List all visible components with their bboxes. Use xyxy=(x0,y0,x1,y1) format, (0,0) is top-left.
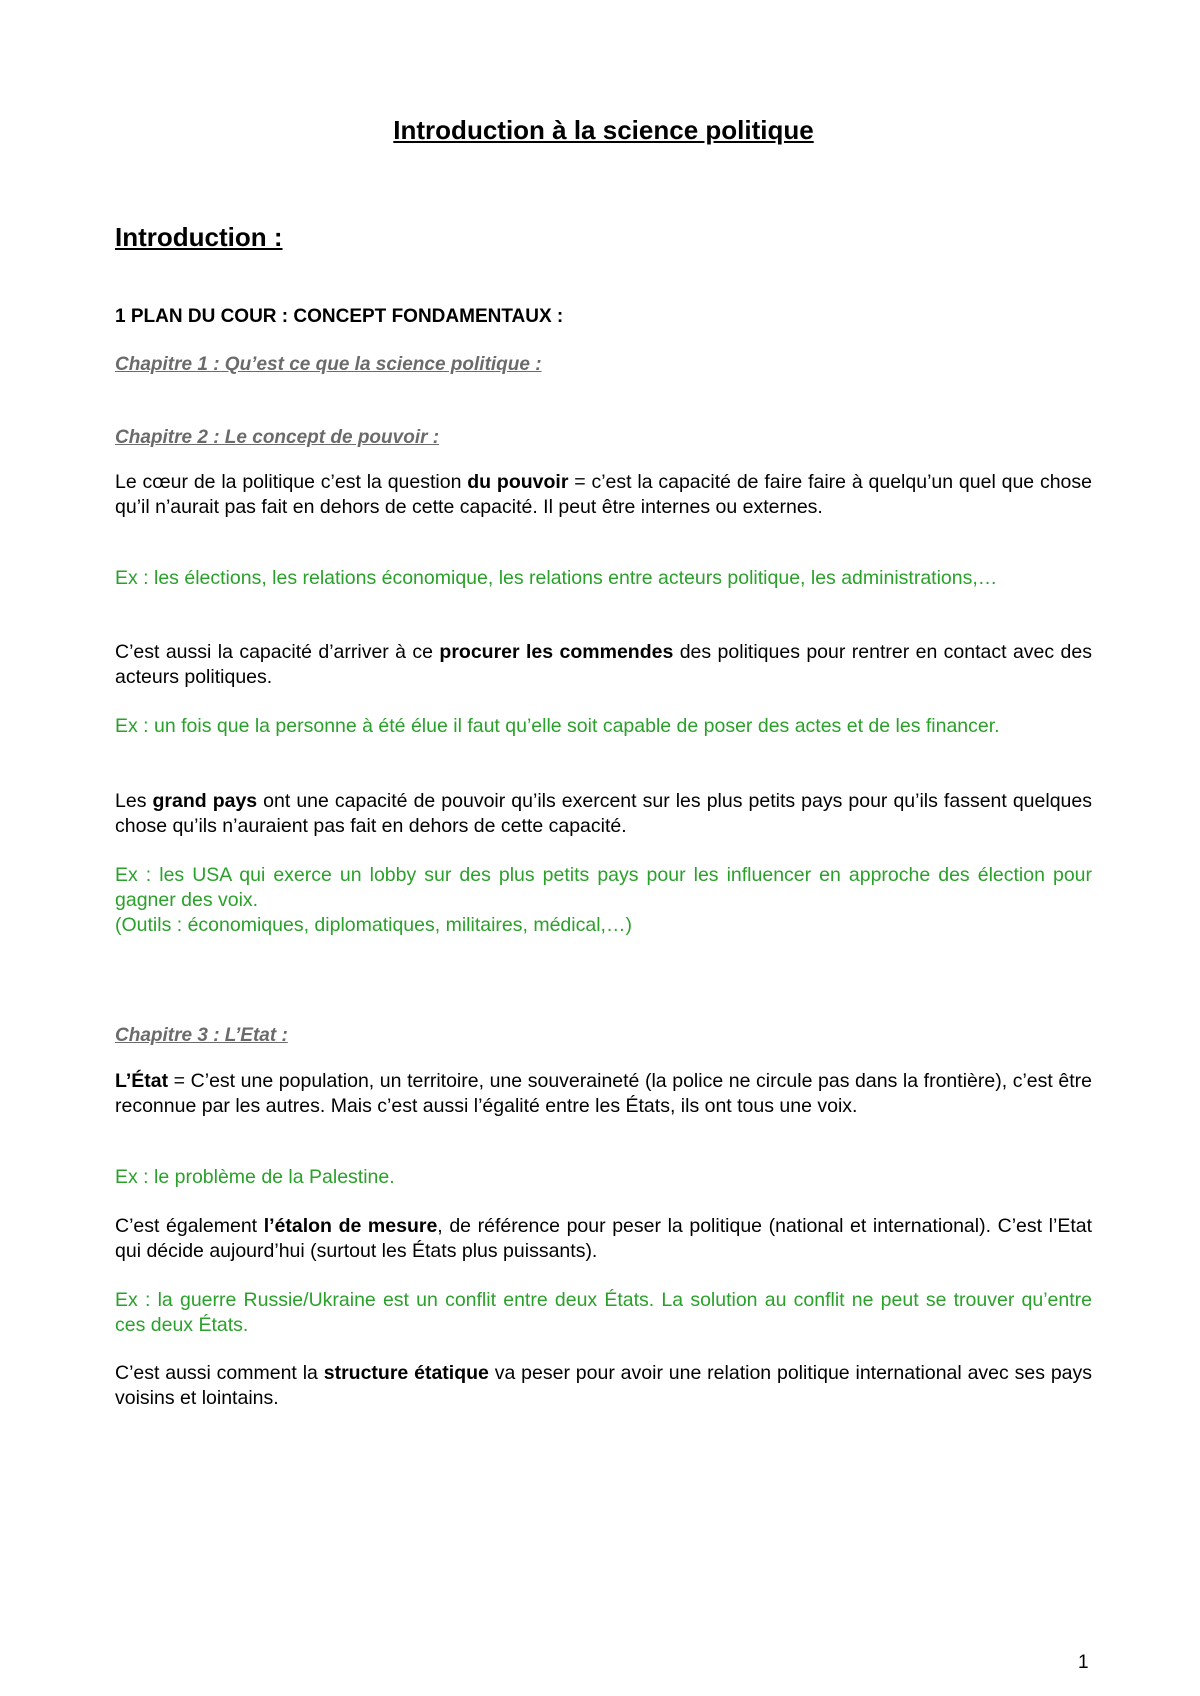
chapter-2-example-3: Ex : les USA qui exerce un lobby sur des plus petits pays pour les influencer en approche des élection pour gagner des voix. xyxy=(115,864,1092,911)
text-run: Le cœur de la politique c’est la question xyxy=(115,471,468,493)
chapter-2-paragraph-3 xyxy=(115,789,1092,839)
bold-term: structure étatique xyxy=(323,1362,489,1384)
text-run: va peser pour avoir une relation politique international avec ses pays voisins et lointains. xyxy=(115,1362,1093,1409)
text-run: , de référence pour peser la politique (national et international). C’est l’Etat qui décide aujourd’hui (surtout les États plus puissants). xyxy=(115,1215,1093,1262)
chapter-2-paragraph-2 xyxy=(115,640,1092,690)
bold-term: grand pays xyxy=(152,790,258,812)
bold-term: du pouvoir xyxy=(467,471,569,493)
text-run: C’est aussi comment la xyxy=(115,1362,324,1384)
text-run: C’est également xyxy=(115,1215,264,1237)
text-run: C’est aussi la capacité d’arriver à ce xyxy=(115,641,440,663)
introduction-heading: Introduction : xyxy=(115,222,283,252)
plan-heading: 1 PLAN DU COUR : CONCEPT FONDAMENTAUX : xyxy=(115,306,564,327)
text-run: Les xyxy=(115,790,153,812)
text-run: ont une capacité de pouvoir qu’ils exercent sur les plus petits pays pour qu’ils fassent quelques chose qu’ils n’auraient pas fait en dehors de cette capacité. xyxy=(115,790,1092,837)
chapter-3-paragraph-2 xyxy=(115,1214,1092,1264)
chapter-1-heading: Chapitre 1 : Qu’est ce que la science politique : xyxy=(115,354,542,375)
chapter-3-paragraph-3 xyxy=(115,1361,1092,1411)
bold-term: L’État xyxy=(115,1070,169,1092)
text-run: = C’est une population, un territoire, une souveraineté (la police ne circule pas dans la frontière), c’est être reconnue par les autres. Mais c’est aussi l’égalité entre les États, ils ont tous une voix. xyxy=(115,1070,1092,1117)
chapter-2-heading: Chapitre 2 : Le concept de pouvoir : xyxy=(115,427,440,448)
bold-term: l’étalon de mesure xyxy=(263,1215,438,1237)
chapter-2-example-3-tools: (Outils : économiques, diplomatiques, militaires, médical,…) xyxy=(115,914,632,936)
text-run: = c’est la capacité de faire faire à quelqu’un quel que chose qu’il n’aurait pas fait en dehors de cette capacité. Il peut être internes ou externes. xyxy=(115,471,1092,518)
page-number: 1 xyxy=(1078,1652,1089,1673)
document-page xyxy=(115,0,1092,1696)
chapter-3-heading: Chapitre 3 : L’Etat : xyxy=(115,1025,288,1046)
bold-term: procurer les commendes xyxy=(439,641,674,663)
chapter-3-example-1: Ex : le problème de la Palestine. xyxy=(115,1166,395,1188)
chapter-2-example-2: Ex : un fois que la personne à été élue il faut qu’elle soit capable de poser des actes et de les financer. xyxy=(115,715,1000,737)
document-title: Introduction à la science politique xyxy=(393,115,814,145)
chapter-2-example-1: Ex : les élections, les relations économique, les relations entre acteurs politique, les administrations,… xyxy=(115,567,998,589)
chapter-2-paragraph-1 xyxy=(115,470,1092,520)
text-run: des politiques pour rentrer en contact avec des acteurs politiques. xyxy=(115,641,1092,688)
chapter-3-paragraph-1 xyxy=(115,1069,1092,1119)
chapter-3-example-2: Ex : la guerre Russie/Ukraine est un conflit entre deux États. La solution au conflit ne peut se trouver qu’entre ces deux États. xyxy=(115,1289,1092,1336)
